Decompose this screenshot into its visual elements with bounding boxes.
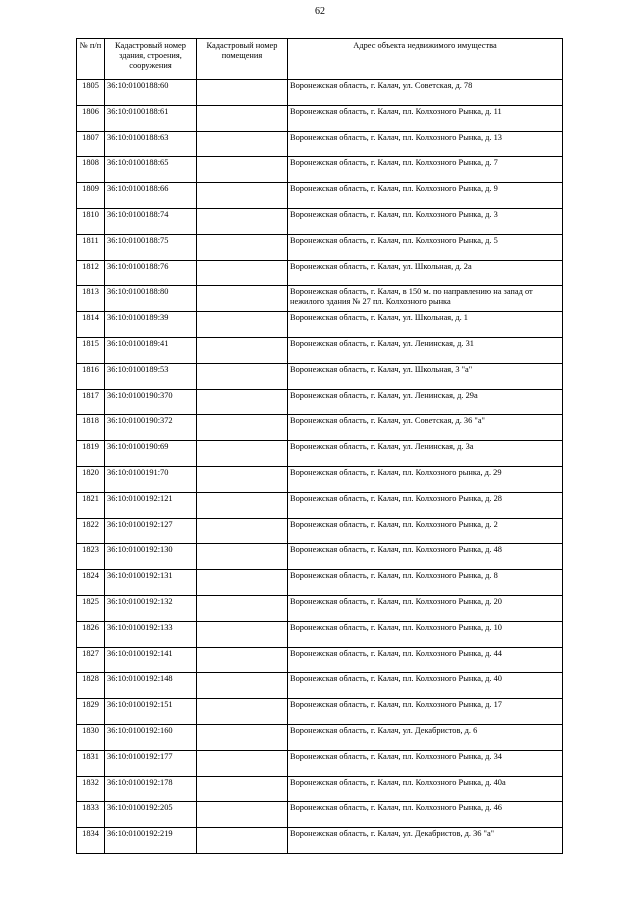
table-row: [77, 389, 563, 415]
row-number: 1806: [77, 105, 105, 131]
row-number: 1817: [77, 389, 105, 415]
table-row: [77, 260, 563, 286]
property-address: Воронежская область, г. Калач, пл. Колхозного Рынка, д. 13: [288, 131, 563, 157]
cadastral-number: 36:10:0100192:151: [105, 699, 197, 725]
property-address: Воронежская область, г. Калач, ул. Декабристов, д. 36 "а": [288, 828, 563, 854]
table-row: [77, 699, 563, 725]
row-number: 1807: [77, 131, 105, 157]
cadastral-number: 36:10:0100188:74: [105, 208, 197, 234]
cadastral-number: 36:10:0100192:177: [105, 750, 197, 776]
room-cadastral-number: [197, 673, 288, 699]
property-address: Воронежская область, г. Калач, ул. Школьная, д. 1: [288, 312, 563, 338]
room-cadastral-number: [197, 208, 288, 234]
table-row: [77, 750, 563, 776]
cadastral-number: 36:10:0100192:160: [105, 724, 197, 750]
row-number: 1818: [77, 415, 105, 441]
cadastral-number: 36:10:0100192:127: [105, 518, 197, 544]
property-address: Воронежская область, г. Калач, пл. Колхозного Рынка, д. 40а: [288, 776, 563, 802]
room-cadastral-number: [197, 492, 288, 518]
property-address: Воронежская область, г. Калач, пл. Колхозного Рынка, д. 11: [288, 105, 563, 131]
room-cadastral-number: [197, 776, 288, 802]
page-number: 62: [315, 6, 325, 17]
table-row: [77, 647, 563, 673]
table-row: [77, 466, 563, 492]
row-number: 1819: [77, 441, 105, 467]
table-row: [77, 492, 563, 518]
property-address: Воронежская область, г. Калач, пл. Колхозного Рынка, д. 10: [288, 621, 563, 647]
table-row: [77, 802, 563, 828]
property-address: Воронежская область, г. Калач, ул. Советская, д. 78: [288, 80, 563, 106]
table-row: [77, 157, 563, 183]
property-address: Воронежская область, г. Калач, пл. Колхозного Рынка, д. 48: [288, 544, 563, 570]
property-address: Воронежская область, г. Калач, в 150 м. по направлению на запад от нежилого здания № 27 пл. Колхозного рынка: [288, 286, 563, 312]
property-address: Воронежская область, г. Калач, пл. Колхозного Рынка, д. 7: [288, 157, 563, 183]
property-address: Воронежская область, г. Калач, пл. Колхозного Рынка, д. 8: [288, 570, 563, 596]
cadastral-number: 36:10:0100192:131: [105, 570, 197, 596]
room-cadastral-number: [197, 260, 288, 286]
row-number: 1822: [77, 518, 105, 544]
room-cadastral-number: [197, 363, 288, 389]
property-address: Воронежская область, г. Калач, пл. Колхозного Рынка, д. 34: [288, 750, 563, 776]
table-row: [77, 570, 563, 596]
row-number: 1834: [77, 828, 105, 854]
table-row: [77, 544, 563, 570]
table-row: [77, 673, 563, 699]
cadastral-number: 36:10:0100189:53: [105, 363, 197, 389]
cadastral-number: 36:10:0100189:41: [105, 337, 197, 363]
property-address: Воронежская область, г. Калач, ул. Ленинская, д. 3а: [288, 441, 563, 467]
row-number: 1813: [77, 286, 105, 312]
property-address: Воронежская область, г. Калач, пл. Колхозного Рынка, д. 46: [288, 802, 563, 828]
table-row: [77, 131, 563, 157]
property-address: Воронежская область, г. Калач, ул. Школьная, д. 2а: [288, 260, 563, 286]
row-number: 1831: [77, 750, 105, 776]
cadastral-number: 36:10:0100188:63: [105, 131, 197, 157]
cadastral-number: 36:10:0100188:80: [105, 286, 197, 312]
row-number: 1816: [77, 363, 105, 389]
cadastral-number: 36:10:0100192:178: [105, 776, 197, 802]
room-cadastral-number: [197, 570, 288, 596]
table-body: [77, 80, 563, 854]
table-row: [77, 234, 563, 260]
property-address: Воронежская область, г. Калач, ул. Декабристов, д. 6: [288, 724, 563, 750]
table-row: [77, 441, 563, 467]
property-address: Воронежская область, г. Калач, ул. Советская, д. 36 "а": [288, 415, 563, 441]
room-cadastral-number: [197, 415, 288, 441]
cadastral-number: 36:10:0100192:148: [105, 673, 197, 699]
room-cadastral-number: [197, 441, 288, 467]
row-number: 1811: [77, 234, 105, 260]
property-address: Воронежская область, г. Калач, пл. Колхозного Рынка, д. 5: [288, 234, 563, 260]
table-row: [77, 518, 563, 544]
row-number: 1812: [77, 260, 105, 286]
cadastral-number: 36:10:0100188:61: [105, 105, 197, 131]
property-address: Воронежская область, г. Калач, пл. Колхозного Рынка, д. 44: [288, 647, 563, 673]
cadastral-number: 36:10:0100188:76: [105, 260, 197, 286]
room-cadastral-number: [197, 544, 288, 570]
cadastral-number: 36:10:0100189:39: [105, 312, 197, 338]
room-cadastral-number: [197, 312, 288, 338]
room-cadastral-number: [197, 828, 288, 854]
room-cadastral-number: [197, 724, 288, 750]
row-number: 1828: [77, 673, 105, 699]
property-address: Воронежская область, г. Калач, ул. Ленинская, д. 31: [288, 337, 563, 363]
property-address: Воронежская область, г. Калач, пл. Колхозного рынка, д. 29: [288, 466, 563, 492]
room-cadastral-number: [197, 183, 288, 209]
cadastral-number: 36:10:0100192:121: [105, 492, 197, 518]
room-cadastral-number: [197, 157, 288, 183]
cadastral-number: 36:10:0100190:372: [105, 415, 197, 441]
row-number: 1821: [77, 492, 105, 518]
table-row: [77, 724, 563, 750]
row-number: 1833: [77, 802, 105, 828]
table-row: [77, 415, 563, 441]
row-number: 1808: [77, 157, 105, 183]
property-address: Воронежская область, г. Калач, пл. Колхозного Рынка, д. 20: [288, 595, 563, 621]
property-address: Воронежская область, г. Калач, пл. Колхозного Рынка, д. 17: [288, 699, 563, 725]
row-number: 1810: [77, 208, 105, 234]
row-number: 1825: [77, 595, 105, 621]
cadastral-number: 36:10:0100192:130: [105, 544, 197, 570]
room-cadastral-number: [197, 750, 288, 776]
property-address: Воронежская область, г. Калач, пл. Колхозного Рынка, д. 9: [288, 183, 563, 209]
table-row: [77, 363, 563, 389]
table-row: [77, 80, 563, 106]
table-row: [77, 595, 563, 621]
room-cadastral-number: [197, 621, 288, 647]
row-number: 1815: [77, 337, 105, 363]
cadastral-number: 36:10:0100188:66: [105, 183, 197, 209]
cadastral-number: 36:10:0100192:219: [105, 828, 197, 854]
table-row: [77, 621, 563, 647]
table-row: [77, 312, 563, 338]
table-row: [77, 828, 563, 854]
cadastral-number: 36:10:0100188:60: [105, 80, 197, 106]
table-header: [77, 39, 563, 80]
row-number: 1826: [77, 621, 105, 647]
row-number: 1809: [77, 183, 105, 209]
cadastral-number: 36:10:0100192:141: [105, 647, 197, 673]
room-cadastral-number: [197, 389, 288, 415]
property-address: Воронежская область, г. Калач, пл. Колхозного Рынка, д. 40: [288, 673, 563, 699]
room-cadastral-number: [197, 466, 288, 492]
row-number: 1829: [77, 699, 105, 725]
table-row: [77, 183, 563, 209]
row-number: 1814: [77, 312, 105, 338]
cadastral-number: 36:10:0100192:205: [105, 802, 197, 828]
cadastral-number: 36:10:0100190:370: [105, 389, 197, 415]
room-cadastral-number: [197, 518, 288, 544]
room-cadastral-number: [197, 802, 288, 828]
table-row: [77, 208, 563, 234]
header-cadastral-room: Кадастровый номер помещения: [197, 39, 288, 80]
table-row: [77, 337, 563, 363]
row-number: 1832: [77, 776, 105, 802]
row-number: 1823: [77, 544, 105, 570]
property-address: Воронежская область, г. Калач, пл. Колхозного Рынка, д. 28: [288, 492, 563, 518]
property-address: Воронежская область, г. Калач, пл. Колхозного Рынка, д. 3: [288, 208, 563, 234]
room-cadastral-number: [197, 337, 288, 363]
row-number: 1830: [77, 724, 105, 750]
cadastral-number: 36:10:0100188:65: [105, 157, 197, 183]
room-cadastral-number: [197, 131, 288, 157]
header-cadastral-building: Кадастровый номер здания, строения, сооружения: [105, 39, 197, 80]
room-cadastral-number: [197, 699, 288, 725]
property-address: Воронежская область, г. Калач, ул. Ленинская, д. 29а: [288, 389, 563, 415]
row-number: 1820: [77, 466, 105, 492]
room-cadastral-number: [197, 80, 288, 106]
room-cadastral-number: [197, 105, 288, 131]
room-cadastral-number: [197, 647, 288, 673]
property-address: Воронежская область, г. Калач, пл. Колхозного Рынка, д. 2: [288, 518, 563, 544]
room-cadastral-number: [197, 286, 288, 312]
room-cadastral-number: [197, 595, 288, 621]
property-address: Воронежская область, г. Калач, ул. Школьная, 3 "а": [288, 363, 563, 389]
cadastral-number: 36:10:0100191:70: [105, 466, 197, 492]
header-num: № п/п: [77, 39, 105, 80]
cadastral-number: 36:10:0100192:133: [105, 621, 197, 647]
room-cadastral-number: [197, 234, 288, 260]
property-registry-table: [76, 38, 563, 854]
table-row: [77, 105, 563, 131]
header-address: Адрес объекта недвижимого имущества: [288, 39, 563, 80]
table-row: [77, 776, 563, 802]
row-number: 1824: [77, 570, 105, 596]
cadastral-number: 36:10:0100192:132: [105, 595, 197, 621]
cadastral-number: 36:10:0100188:75: [105, 234, 197, 260]
table-row: [77, 286, 563, 312]
row-number: 1805: [77, 80, 105, 106]
row-number: 1827: [77, 647, 105, 673]
cadastral-number: 36:10:0100190:69: [105, 441, 197, 467]
